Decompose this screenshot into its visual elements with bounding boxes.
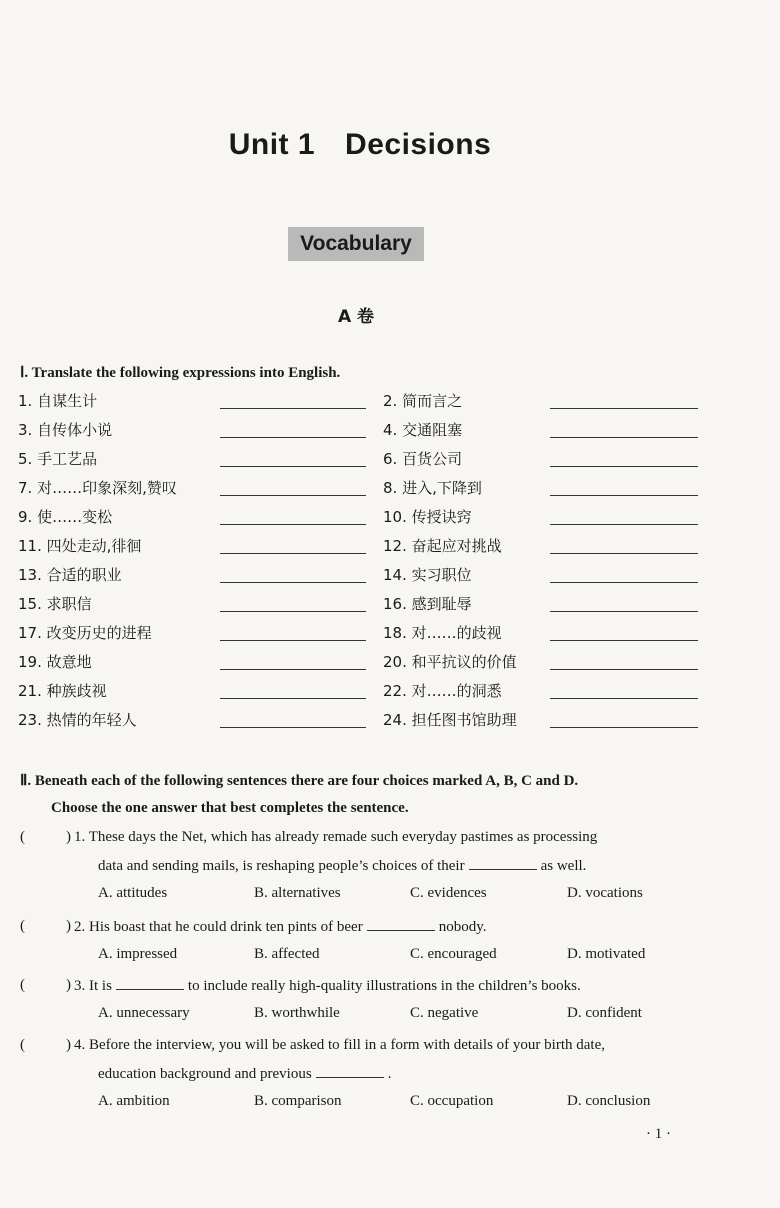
unit-title	[0, 128, 720, 162]
answer-paren-close: )	[66, 1037, 71, 1053]
answer-blank[interactable]	[220, 611, 366, 612]
part2-heading-line2: Choose the one answer that best completes the sentence.	[51, 800, 409, 816]
unit-number: Unit 1	[228, 128, 316, 161]
option-b[interactable]: B. affected	[254, 946, 320, 962]
translation-row	[18, 506, 718, 535]
expression-item: 13. 合适的职业	[18, 566, 122, 584]
options-row	[20, 885, 710, 915]
vocabulary-badge: Vocabulary	[288, 227, 424, 261]
option-a[interactable]: A. unnecessary	[98, 1005, 190, 1021]
translation-row	[18, 593, 718, 622]
question-text: education background and previous	[98, 1066, 312, 1082]
options-row	[20, 1093, 710, 1123]
options-row	[20, 1005, 710, 1035]
option-a[interactable]: A. impressed	[98, 946, 178, 962]
expression-item: 5. 手工艺品	[18, 450, 98, 468]
answer-blank[interactable]	[550, 553, 698, 554]
translation-row	[18, 477, 718, 506]
question-number: 1.	[74, 829, 86, 845]
question-text: Before the interview, you will be asked to fill in a form with details of your birth date,	[89, 1037, 605, 1053]
question-text: His boast that he could drink ten pints of beer	[89, 919, 363, 935]
expression-item: 8. 进入,下降到	[383, 479, 482, 497]
answer-blank[interactable]	[220, 524, 366, 525]
question-number: 3.	[74, 978, 86, 994]
answer-blank[interactable]	[550, 437, 698, 438]
answer-paren-open[interactable]: (	[20, 918, 25, 934]
question-text: to include really high-quality illustrations in the children’s books.	[187, 978, 581, 994]
translation-list	[18, 390, 718, 738]
answer-blank[interactable]	[220, 553, 366, 554]
option-c[interactable]: C. evidences	[410, 885, 487, 901]
question-text: It is	[89, 978, 112, 994]
option-d[interactable]: D. conclusion	[567, 1093, 651, 1109]
question-1	[20, 829, 710, 915]
answer-paren-close: )	[66, 829, 71, 845]
question-text: .	[387, 1066, 392, 1082]
answer-paren-open[interactable]: (	[20, 977, 25, 993]
options-row	[20, 946, 710, 976]
option-a[interactable]: A. attitudes	[98, 885, 168, 901]
answer-blank[interactable]	[220, 437, 366, 438]
expression-item: 3. 自传体小说	[18, 421, 113, 439]
answer-blank[interactable]	[220, 408, 366, 409]
answer-blank[interactable]	[550, 524, 698, 525]
option-a[interactable]: A. ambition	[98, 1093, 170, 1109]
answer-blank[interactable]	[220, 640, 366, 641]
option-b[interactable]: B. worthwhile	[254, 1005, 340, 1021]
expression-item: 22. 对……的洞悉	[383, 682, 502, 700]
question-text: These days the Net, which has already remade such everyday pastimes as processing	[88, 829, 598, 845]
answer-blank[interactable]	[550, 611, 698, 612]
question-2	[20, 918, 710, 976]
answer-blank[interactable]	[220, 669, 366, 670]
question-text: data and sending mails, is reshaping people’s choices of their	[98, 858, 465, 874]
expression-item: 12. 奋起应对挑战	[383, 537, 502, 555]
answer-paren-open[interactable]: (	[20, 829, 25, 845]
expression-item: 4. 交通阻塞	[383, 421, 463, 439]
answer-blank[interactable]	[220, 727, 366, 728]
answer-blank[interactable]	[550, 640, 698, 641]
translation-row	[18, 622, 718, 651]
question-3	[20, 977, 710, 1035]
answer-blank[interactable]	[220, 582, 366, 583]
translation-row	[18, 390, 718, 419]
translation-row	[18, 651, 718, 680]
answer-blank[interactable]	[220, 466, 366, 467]
expression-item: 20. 和平抗议的价值	[383, 653, 517, 671]
translation-row	[18, 680, 718, 709]
expression-item: 11. 四处走动,徘徊	[18, 537, 142, 555]
answer-blank[interactable]	[469, 857, 537, 870]
answer-blank[interactable]	[550, 698, 698, 699]
option-c[interactable]: C. occupation	[410, 1093, 494, 1109]
expression-item: 7. 对……印象深刻,赞叹	[18, 479, 177, 497]
question-4	[20, 1037, 710, 1123]
answer-blank[interactable]	[220, 495, 366, 496]
answer-paren-close: )	[66, 977, 71, 993]
expression-item: 24. 担任图书馆助理	[383, 711, 517, 729]
expression-item: 19. 故意地	[18, 653, 92, 671]
option-b[interactable]: B. comparison	[254, 1093, 342, 1109]
expression-item: 21. 种族歧视	[18, 682, 107, 700]
expression-item: 6. 百货公司	[383, 450, 463, 468]
translation-row	[18, 535, 718, 564]
option-b[interactable]: B. alternatives	[254, 885, 341, 901]
answer-blank[interactable]	[550, 582, 698, 583]
expression-item: 14. 实习职位	[383, 566, 472, 584]
answer-blank[interactable]	[220, 698, 366, 699]
option-d[interactable]: D. confident	[567, 1005, 642, 1021]
answer-blank[interactable]	[316, 1065, 384, 1078]
option-c[interactable]: C. negative	[410, 1005, 479, 1021]
expression-item: 2. 简而言之	[383, 392, 463, 410]
expression-item: 17. 改变历史的进程	[18, 624, 152, 642]
answer-paren-open[interactable]: (	[20, 1037, 25, 1053]
expression-item: 1. 自谋生计	[18, 392, 98, 410]
option-d[interactable]: D. vocations	[567, 885, 643, 901]
question-number: 4.	[74, 1037, 86, 1053]
question-text: as well.	[540, 858, 587, 874]
answer-blank[interactable]	[550, 495, 698, 496]
expression-item: 18. 对……的歧视	[383, 624, 502, 642]
answer-blank[interactable]	[116, 977, 184, 990]
option-d[interactable]: D. motivated	[567, 946, 646, 962]
question-text: nobody.	[438, 919, 487, 935]
answer-paren-close: )	[66, 918, 71, 934]
answer-blank[interactable]	[550, 408, 698, 409]
translation-row	[18, 448, 718, 477]
answer-blank[interactable]	[550, 727, 698, 728]
expression-item: 15. 求职信	[18, 595, 92, 613]
answer-blank[interactable]	[550, 669, 698, 670]
option-c[interactable]: C. encouraged	[410, 946, 497, 962]
answer-blank[interactable]	[367, 918, 435, 931]
page-number: · 1 ·	[646, 1126, 671, 1142]
expression-item: 16. 感到耻辱	[383, 595, 472, 613]
translation-row	[18, 709, 718, 738]
part1-heading: Ⅰ. Translate the following expressions into English.	[20, 365, 341, 381]
translation-row	[18, 564, 718, 593]
part2-heading-line1: Ⅱ. Beneath each of the following sentences there are four choices marked A, B, C and D.	[20, 773, 579, 789]
expression-item: 23. 热情的年轻人	[18, 711, 137, 729]
expression-item: 9. 使……变松	[18, 508, 113, 526]
unit-topic: Decisions	[345, 128, 492, 161]
answer-blank[interactable]	[550, 466, 698, 467]
paper-label: A 卷	[337, 307, 375, 327]
expression-item: 10. 传授诀窍	[383, 508, 472, 526]
question-number: 2.	[74, 919, 86, 935]
translation-row	[18, 419, 718, 448]
